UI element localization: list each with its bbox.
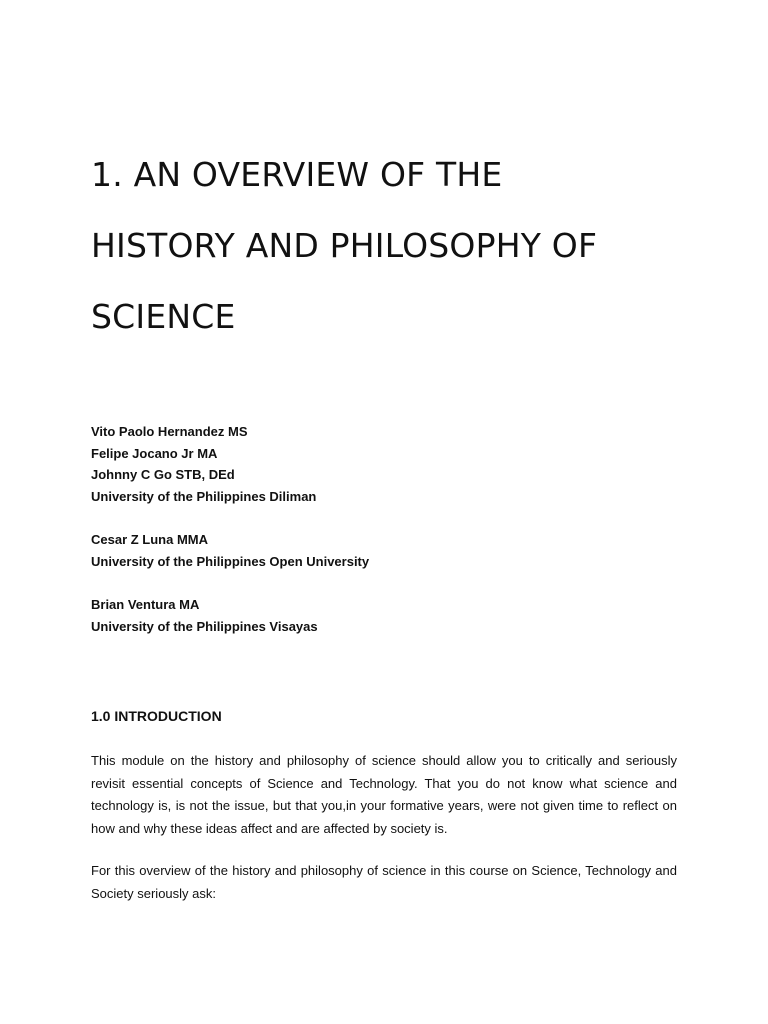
author-name: Vito Paolo Hernandez MS — [91, 424, 248, 439]
author-name: Cesar Z Luna MMA — [91, 532, 209, 548]
body-paragraph: This module on the history and philosophy of science should allow you to critically and seriously revisit essential concepts of Science and Technology. That you do not know what science and technology is, is not the issue, but that you,in your formative years, were not given time to reflect on how and why these ideas affect and are affected by society is. — [91, 753, 677, 836]
author-group-visayas — [91, 594, 691, 637]
author-group-diliman — [91, 421, 691, 508]
body-paragraph: For this overview of the history and philosophy of science in this course on Science, Technology and Society seriously ask: — [91, 863, 677, 901]
document-title — [91, 139, 691, 352]
author-name: Felipe Jocano Jr MA — [91, 445, 218, 461]
author-list — [91, 421, 691, 659]
title-line: 1. AN OVERVIEW OF THE — [91, 155, 503, 194]
author-affiliation: University of the Philippines Visayas — [91, 618, 318, 634]
title-line: HISTORY AND PHILOSOPHY OF — [91, 226, 598, 265]
section-heading-introduction: 1.0 INTRODUCTION — [91, 708, 222, 724]
title-line: SCIENCE — [91, 297, 236, 336]
author-name: Brian Ventura MA — [91, 597, 200, 613]
author-affiliation: University of the Philippines Open University — [91, 554, 370, 570]
author-group-open-university — [91, 529, 691, 572]
author-affiliation: University of the Philippines Diliman — [91, 489, 317, 505]
author-name: Johnny C Go STB, DEd — [91, 467, 235, 483]
